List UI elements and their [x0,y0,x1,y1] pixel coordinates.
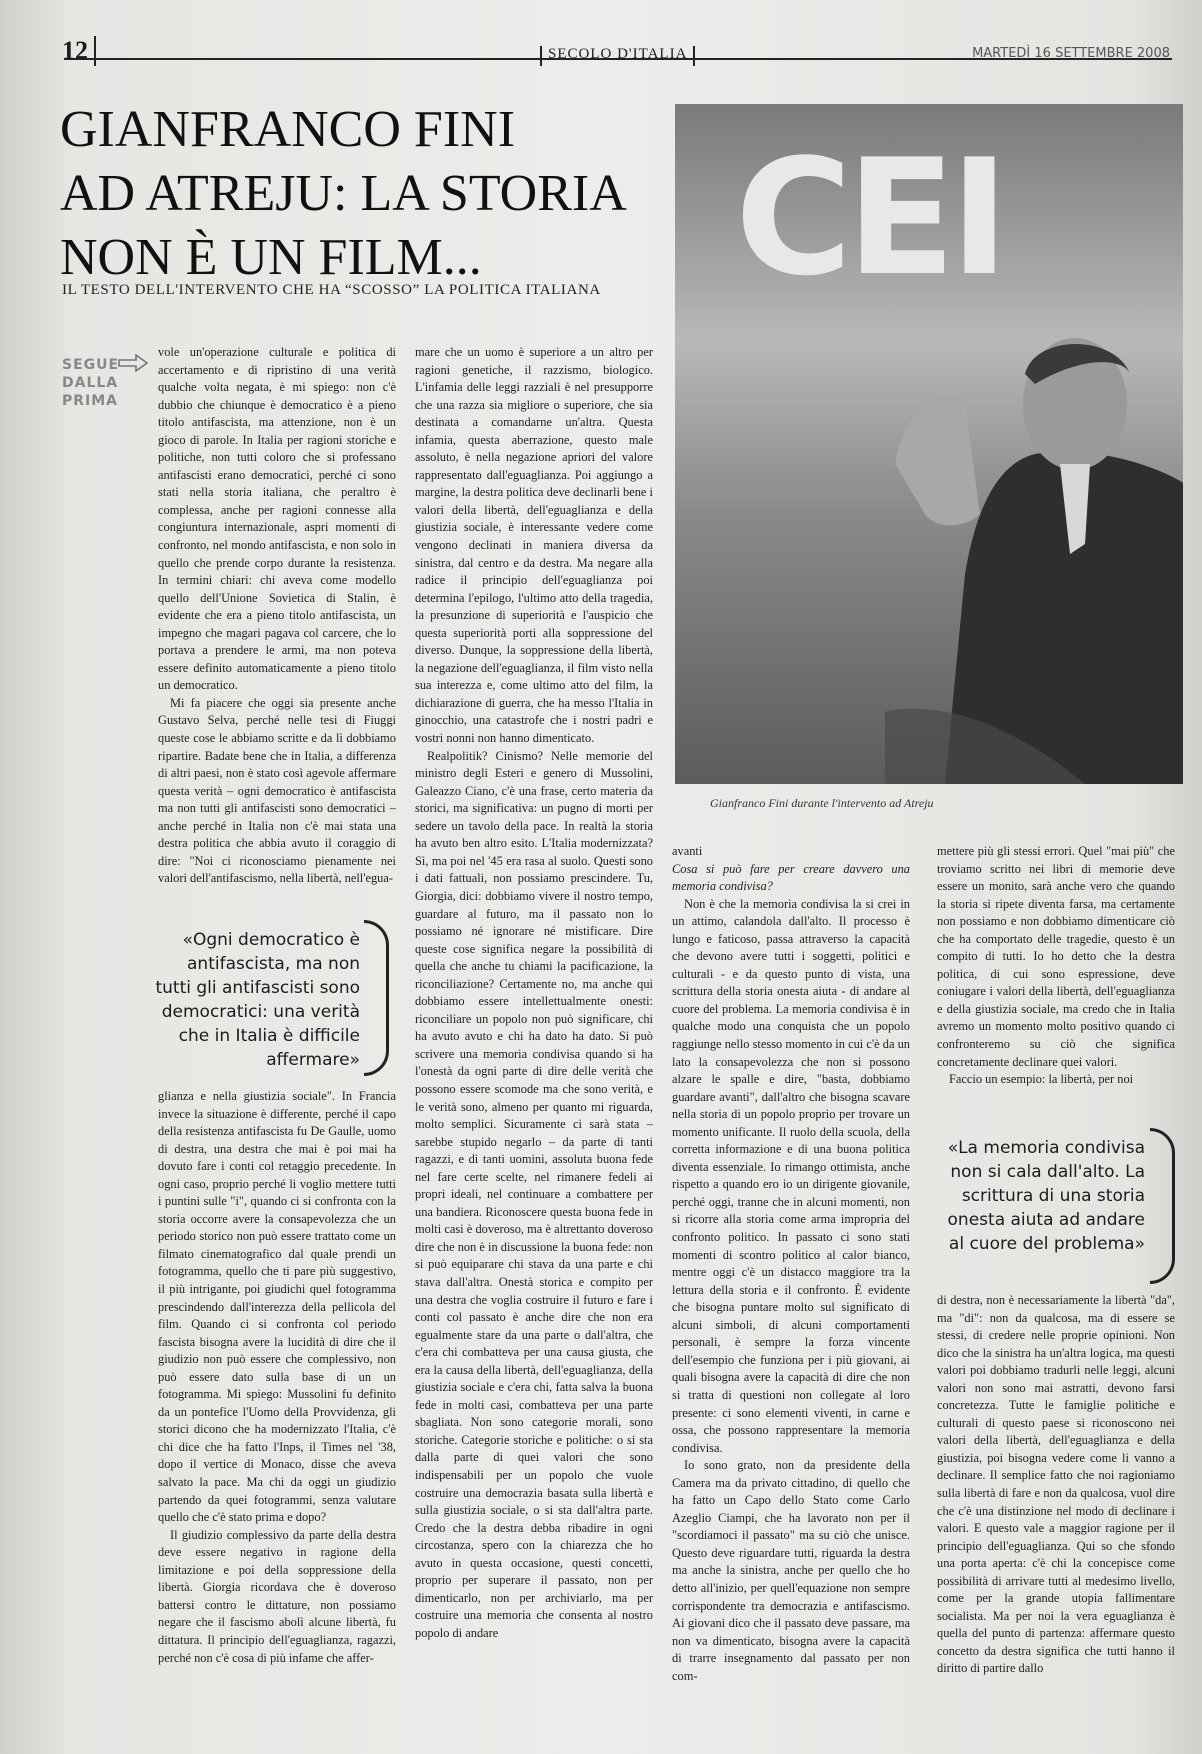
quote-bracket [364,920,389,1076]
paragraph: glianza e nella giustizia sociale". In Francia invece la situazione è differente, perché il capo della resistenza antifascista fu De Gaulle, uomo di destra, una destra che mai è poi mai ha dovuto fare i conti col retaggio precedente. In ogni caso, proprio perché li voglio mettere tutti i puntini sulle "i", quando ci si confronta con la storia occorre avere la consapevolezza che un periodo storico non può essere trattato come un filmato cinematografico dal quale prendi un fotogramma, quello che ti pare più suggestivo, il più intrigante, poi giudichi quel fotogramma prescindendo dall'interezza della pellicola del film. Quando ci si confronta col periodo fascista bisogna avere la lucidità di dire che il giudizio non può essere che complessivo, non può essere dato sulla base di un un fotogramma. Mi spiego: Mussolini fu definito da un pontefice l'Uomo della Provvidenza, gli storici dicono che ha modernizzato l'Italia, c'è chi dice che ha fatto l'Inps, il Times nel '38, dopo il vertice di Monaco, disse che aveva salvato la pace. Ma chi da oggi un giudizio partendo da quei fotogrammi, senza valutare quello che c'è stato prima e dopo? [158,1089,396,1525]
paragraph: Il giudizio complessivo da parte della destra deve essere negativo in ragione della limitazione e poi della soppressione della libertà. Giorgia ricordava che è doveroso battersi contro le dittature, non possiamo negare che il fascismo abolì alcune libertà, fu dittatura. Il principio dell'eguaglianza, ragazzi, perché non c'è cosa di più infame che affer- [158,1527,396,1665]
quote-bracket [1150,1128,1175,1284]
paragraph: Faccio un esempio: la libertà, per noi [949,1072,1134,1087]
column-1-bottom [158,1088,396,1667]
headline-line-3: NON È UN FILM... [60,229,482,286]
article-photo [675,104,1183,784]
pull-quote-1: «Ogni democratico è antifascista, ma non tutti gli antifascisti sono democratici: una verità che in Italia è difficile affermare» [155,930,360,1070]
page-number: 12 [62,36,96,66]
issue-date: MARTEDÌ 16 SETTEMBRE 2008 [972,46,1170,61]
column-4-top [937,843,1175,1089]
paragraph: Mi fa piacere che oggi sia presente anche Gustavo Selva, perché nelle tesi di Fiuggi queste cose le abbiamo scritte e da lì dobbiamo ripartire. Badate bene che in Italia, a differenza di altri paesi, non è stato così agevole affermare questa verità – ogni democratico è antifascista ma non tutti gli antifascisti sono democratici – anche perché in Italia non c'è mai stata una destra politica che abbia avuto il coraggio di dire: "Noi ci riconosciamo pienamente nei valori dell'antifascismo, nella libertà, nell'egua- [158,695,396,886]
speaker-figure [885,314,1183,784]
paragraph: mettere più gli stessi errori. Quel "mai più" che troviamo scritto nei libri di memorie deve essere un monito, sarà anche vero che quando la storia si ripete diventa farsa, ma certamente non possiamo e non dobbiamo dimenticare ciò che ha comportato delle tragedie, questo è un compito di tutti. Io ho detto che la destra politica, di cui sono espressione, deve coniugare i valori della libertà, dell'eguaglianza e della giustizia sociale, ma credo che in Italia avremo un momento molto positivo quando ci confronteremo su ciò che significa concretamente declinare quei valori. [937,844,1175,1069]
pull-quote-2: «La memoria condivisa non si cala dall'alto. La scrittura di una storia onesta aiuta ad andare al cuore del problema» [947,1138,1145,1254]
newspaper-name: SECOLO D'ITALIA [540,46,695,66]
paragraph: Realpolitik? Cinismo? Nelle memorie del ministro degli Esteri e genero di Mussolini, Galeazzo Ciano, c'è una frase, certo materia da storici, ma significativa: un pugno di morti per sedere un tavolo della pace. In realtà la storia ha avuto ben altro esito. L'Italia modernizzata? Sì, ma poi nel '45 era rasa al suolo. Questi sono i dati fattuali, non possiamo prescindere. Tu, Giorgia, dici: dobbiamo vivere il nostro tempo, guardare al futuro, ma il passato non lo possiamo né ignorare né mistificare. Dire queste cose significa negare la possibilità di quella che anche tu chiami la pacificazione, la riconciliazione? Certamente no, ma anche qui dobbiamo essere intellettualmente onesti: riconciliare un popolo non può significare, chi ha avuto avuto e chi ha dato ha dato. Si può scrivere una memoria condivisa quando si ha l'onestà da ogni parte di dire delle verità che possono essere scomode ma che sono verità, e le verità sono, almeno per quanto mi riguarda, molto semplici. Sicuramente ci sarà stata – sarebbe stupido negarlo – da parte di tanti ragazzi, e di tanti uomini, assoluta buona fede nel fare certe scelte, nel rimanere fedeli ai propri ideali, nel continuare a combattere per una bandiera. Riconoscere questa buona fede in molti casi è doveroso, ma è altrettanto doveroso dire che non è in discussione la buona fede: non si può equiparare chi stava da una parte e chi stava dall'altra. Onestà storica e compito per una destra che voglia costruire il futuro e fare i conti col passato è anche dire che non era egualmente stare da una parte o dall'altra, che c'era chi combatteva per una causa giusta, che era la causa della libertà, dell'eguaglianza, della giustizia sociale e c'era chi, fatta salva la buona fede in molti casi, combatteva per una parte sbagliata. Non sono categorie morali, sono storiche. Categorie storiche e politiche: o si sta dalla parte di quei valori che sono indispensabili per un popolo che vuole costruire una democrazia basata sulla libertà e sulla giustizia sociale, o si sta dall'altra parte. Credo che la destra debba ribadire in ogni circostanza, spero con la chiarezza che ho avuto in questa occasione, questi concetti, proprio per superare il passato, non per dimenticarlo, non per archiviarlo, ma per costruire una memoria che consenta al nostro popolo di andare [415,748,653,1640]
segue-label: SEGUE DALLA PRIMA [62,357,120,409]
headline-line-1: GIANFRANCO FINI [60,101,516,158]
arrow-right-icon [118,354,148,372]
column-4-bottom [937,1292,1175,1678]
photo-backdrop-logo: CEI [735,124,1004,311]
interview-question: Cosa si può fare per creare davvero una memoria condivisa? [672,861,910,894]
paragraph: avanti [672,844,703,858]
paragraph: di destra, non è necessariamente la libertà "da", ma "di": non da qualcosa, ma di essere se stessi, di credere nelle proprie opinioni. Non dico che la sinistra ha un'altra logica, ma questi valori poi dobbiamo tradurli nelle leggi, alcuni valori non sono mai astratti, devono farsi concretezza. Tutte le famiglie politiche e culturali di questo paese si riconoscono nei valori della libertà, dell'eguaglianza e della giustizia, poi bisogna vedere come li vanno a declinare. Il semplice fatto che noi ragioniamo sulla libertà di fare e non da qualcosa, vuol dire che c'è una distinzione nel modo di declinare i valori. E questo vale a maggior ragione per il principio dell'eguaglianza. Qui so che sfondo una porta aperta: c'è chi la concepisce come possibilità di arrivare tutti al medesimo livello, come per la grande utopia fallimentare socialista. Ma per noi la vera eguaglianza è quella del punto di partenza: affermare questo concetto da destra significa che tutti hanno il diritto di partire dallo [937,1293,1175,1676]
column-2 [415,344,653,1642]
column-1-top [158,344,396,888]
paragraph: vole un'operazione culturale e politica di accertamento e di ripristino di una verità qualche volta negata, è mi spiego: non c'è dubbio che chiunque è democratico è a pieno titolo antifascista, ma attenzione, non è un gioco di parole. In Italia per ragioni storiche e politiche, non tutti coloro che si professano antifascisti erano democratici, perché ci sono stati nella storia italiana, che peraltro è complessa, anche per ragioni connesse alla congiuntura internazionale, aspri momenti di confronto, nel mondo antifascista, e non solo in quello che prende corpo durante la resistenza. In termini chiari: chi aveva come modello quello dell'Unione Sovietica di Stalin, è evidente che era a pieno titolo antifascista, un impegno che magari pagava col carcere, che lo portava a prendere le armi, ma non poteva essere definito automaticamente a pieno titolo un democratico. [158,345,396,693]
column-3 [672,843,910,1685]
headline [60,98,660,290]
photo-caption: Gianfranco Fini durante l'intervento ad Atreju [710,796,934,810]
paragraph: Non è che la memoria condivisa la si crei in un attimo, calandola dall'alto. Il processo è lungo e faticoso, passa attraverso la capacità che devono avere tutti i soggetti, politici e culturali - e da questo punto di vista, una scrittura della storia onesta aiuta - di andare al cuore del problema. La memoria condivisa è in qualche modo una conquista che un popolo raggiunge nello stesso momento in cui c'è da un lato la consapevolezza che non si possono alzare le spalle e dire, "basta, dobbiamo guardare avanti", dall'altro che bisogna scavare nella storia di un popolo proprio per trovare un momento unificante. Il ruolo della scuola, della corretta informazione e di una buona politica diventa essenziale. Io rimango ottimista, anche rispetto a quando ero io un dirigente giovanile, perché oggi, tranne che in alcuni momenti, non si ricorre alla storia come arma impropria del confronto politico. In passato ci sono stati momenti di scontro politico al calor bianco, mentre oggi c'è un distacco maggiore tra la lettura della storia e il confronto. È evidente che bisogna puntare molto sul significato di alcuni simboli, di alcuni comportamenti personali, è sempre la forza vincente dell'esempio che funziona per i più giovani, ai quali bisogna avere la capacità di dire che non si tratta di questioni non collegate al loro presente: ci sono elementi viventi, in carne e ossa, che possono rappresentare la memoria condivisa. [672,896,910,1455]
paragraph: mare che un uomo è superiore a un altro per ragioni genetiche, il razzismo, biologico. L'infamia delle leggi razziali è nel presupporre che una razza sia migliore o superiore, che sia destinata a comandarne un'altra. Questa infamia, questa aberrazione, questo male assoluto, è nella negazione apriori del valore rappresentato dall'eguaglianza. Poi aggiungo a margine, la destra politica deve declinarli bene i valori della libertà, dell'eguaglianza e della giustizia sociale, è interessante vedere come vengono declinati in maniera diversa da sinistra, dal centro e da destra. Ma negare alla radice il principio dell'eguaglianza poi determina l'epilogo, l'ultimo atto della tragedia, la presunzione di superiorità e l'auspicio che questa superiorità porti alla soppressione del diverso. Dunque, la soppressione della libertà, la negazione dell'eguaglianza, il film visto nella sua interezza e, come ultimo atto del film, la dichiarazione di guerra, che ha messo l'Italia in ginocchio, una catastrofe che i nostri padri e vostri nonni non hanno dimenticato. [415,345,653,746]
subtitle: IL TESTO DELL'INTERVENTO CHE HA “SCOSSO” LA POLITICA ITALIANA [62,282,601,298]
paragraph: Io sono grato, non da presidente della Camera ma da privato cittadino, di quello che ha fatto un Capo dello Stato come Carlo Azeglio Ciampi, che ha lavorato non per il "scordiamoci il passato" ma su ciò che unisce. Questo deve riguardare tutti, riguarda la destra ma anche la sinistra, anche per quello che ho detto all'inizio, per quell'equazione non sempre corrispondente tra democrazia e antifascismo. Ai giovani dico che il passato deve passare, ma non va dimenticato, bisogna avere la capacità di trarre insegnamento dal passato per non com- [672,1458,910,1683]
headline-line-2: AD ATREJU: LA STORIA [60,165,627,222]
